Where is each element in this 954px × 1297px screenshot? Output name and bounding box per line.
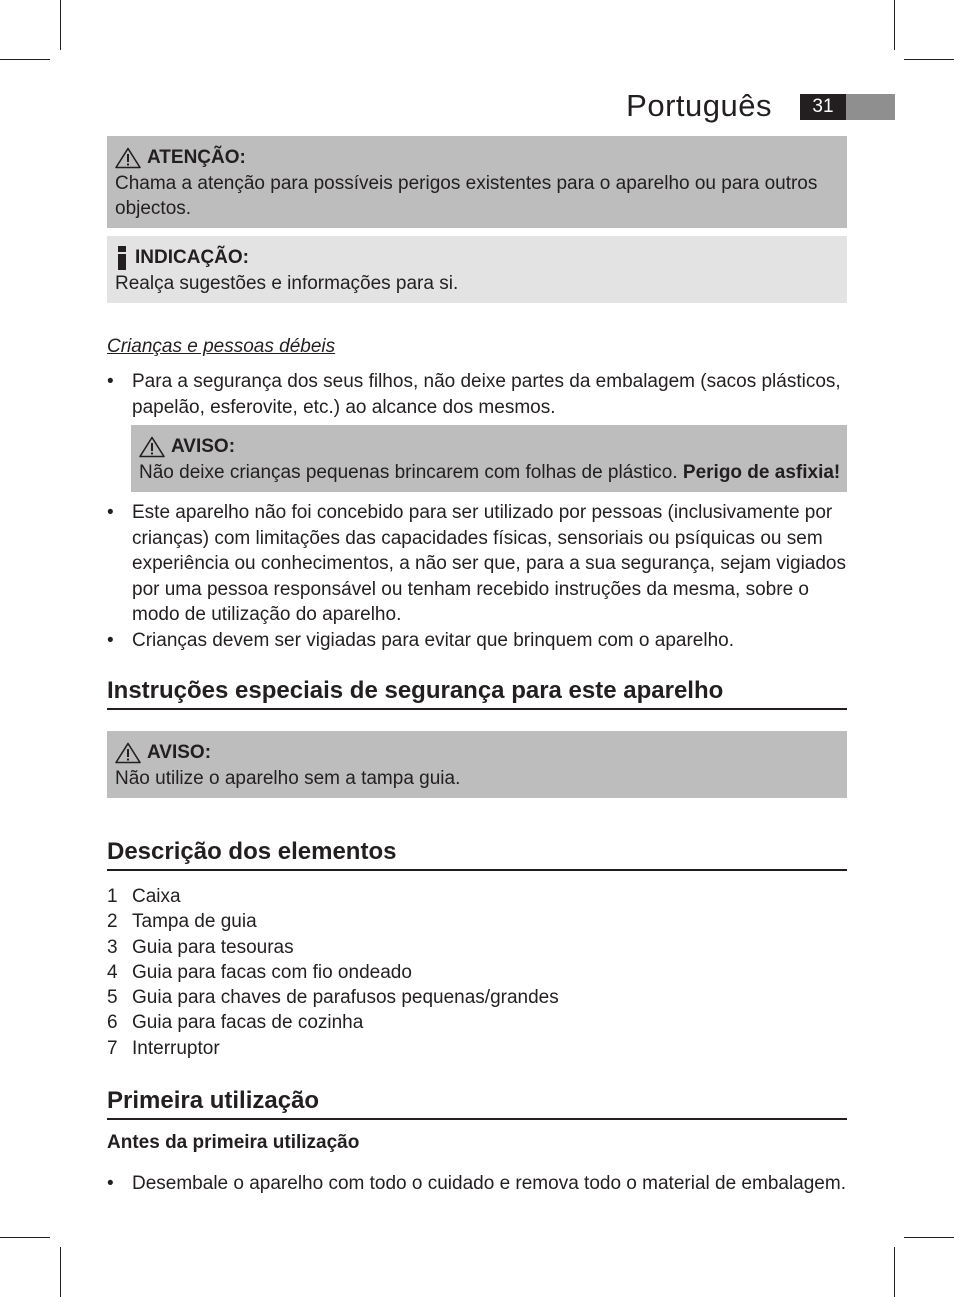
item-number: 4 — [107, 961, 118, 983]
heading-special-safety: Instruções especiais de segurança para este aparelho — [107, 676, 847, 710]
item-label: Interruptor — [132, 1037, 220, 1059]
warning-text-line — [139, 460, 839, 486]
item-number: 2 — [107, 911, 118, 933]
list-item — [107, 369, 847, 420]
children-bullets-2 — [107, 500, 847, 653]
item-number: 5 — [107, 987, 118, 1009]
crop-mark — [60, 0, 61, 50]
elements-list — [107, 884, 559, 1061]
list-item — [107, 500, 847, 628]
warning-note-plastic — [131, 425, 847, 492]
warning-title-text: AVISO: — [171, 436, 236, 457]
crop-mark — [0, 1237, 50, 1238]
item-label: Guia para chaves de parafusos pequenas/grandes — [132, 987, 559, 1009]
warning-triangle-icon — [139, 436, 165, 458]
bullet-icon: • — [107, 371, 114, 392]
warning-text: Não utilize o aparelho sem a tampa guia. — [115, 767, 461, 789]
attention-note — [107, 136, 847, 228]
list-item — [107, 1036, 559, 1061]
first-use-bullets — [107, 1171, 847, 1197]
crop-mark — [894, 1247, 895, 1297]
indication-note — [107, 236, 847, 303]
attention-title-text: ATENÇÃO: — [147, 147, 246, 168]
item-number: 1 — [107, 886, 118, 907]
heading-first-use: Primeira utilização — [107, 1086, 847, 1120]
bullet-text: Este aparelho não foi concebido para ser utilizado por pessoas (inclusivamente por crianças) com limitações das capacidades físicas, sensoriais ou psíquicas ou sem experiência ou conhecimentos, a não ser que, para a sua segurança, sejam vigiados por uma pessoa responsável ou tenham recebido instruções da mesma, sobre o modo de utilização do aparelho. — [132, 502, 846, 625]
item-label: Guia para facas com fio ondeado — [132, 961, 412, 983]
children-bullets-1 — [107, 369, 847, 420]
item-label: Guia para facas de cozinha — [132, 1012, 364, 1034]
crop-mark — [60, 1247, 61, 1297]
crop-mark — [904, 1237, 954, 1238]
list-item — [107, 628, 847, 654]
warning-text: Não deixe crianças pequenas brincarem com folhas de plástico. — [139, 461, 678, 483]
indication-title — [115, 245, 839, 271]
bullet-text: Crianças devem ser vigiadas para evitar que brinquem com o aparelho. — [132, 629, 734, 651]
list-item — [107, 935, 559, 960]
bullet-icon: • — [107, 629, 114, 651]
page-tab-decoration — [846, 94, 895, 120]
page-number: 31 — [800, 94, 846, 120]
item-label: Guia para tesouras — [132, 936, 294, 958]
warning-note-guide-cover — [107, 731, 847, 798]
list-item — [107, 1171, 847, 1197]
info-icon — [115, 246, 129, 270]
crop-mark — [0, 59, 50, 60]
warning-emphasis: Perigo de asfixia! — [682, 461, 841, 483]
subheading-before-first-use: Antes da primeira utilização — [107, 1132, 360, 1153]
warning-title-text: AVISO: — [147, 742, 212, 763]
bullet-text: Para a segurança dos seus filhos, não deixe partes da embalagem (sacos plásticos, papelão, esferovite, etc.) ao alcance dos mesmos. — [132, 371, 841, 418]
bullet-text: Desembale o aparelho com todo o cuidado e remova todo o material de embalagem. — [132, 1173, 846, 1194]
attention-text: Chama a atenção para possíveis perigos existentes para o aparelho ou para outros objectos. — [115, 172, 818, 219]
page-language-title: Português — [626, 88, 772, 123]
item-number: 6 — [107, 1012, 118, 1034]
list-item — [107, 909, 559, 934]
warning-title — [139, 434, 839, 460]
warning-title — [115, 740, 839, 766]
list-item — [107, 884, 559, 909]
list-item — [107, 960, 559, 985]
item-label: Caixa — [132, 886, 181, 907]
item-number: 3 — [107, 936, 118, 958]
item-label: Tampa de guia — [132, 911, 257, 933]
crop-mark — [904, 59, 954, 60]
section-label-children: Crianças e pessoas débeis — [107, 336, 336, 357]
bullet-icon: • — [107, 1173, 114, 1194]
list-item — [107, 985, 559, 1010]
indication-title-text: INDICAÇÃO: — [135, 247, 249, 268]
heading-elements: Descrição dos elementos — [107, 837, 847, 871]
item-number: 7 — [107, 1037, 118, 1059]
attention-title — [115, 145, 839, 171]
list-item — [107, 1010, 559, 1035]
crop-mark — [894, 0, 895, 50]
warning-triangle-icon — [115, 742, 141, 764]
warning-triangle-icon — [115, 147, 141, 169]
indication-text: Realça sugestões e informações para si. — [115, 272, 459, 294]
bullet-icon: • — [107, 502, 114, 523]
